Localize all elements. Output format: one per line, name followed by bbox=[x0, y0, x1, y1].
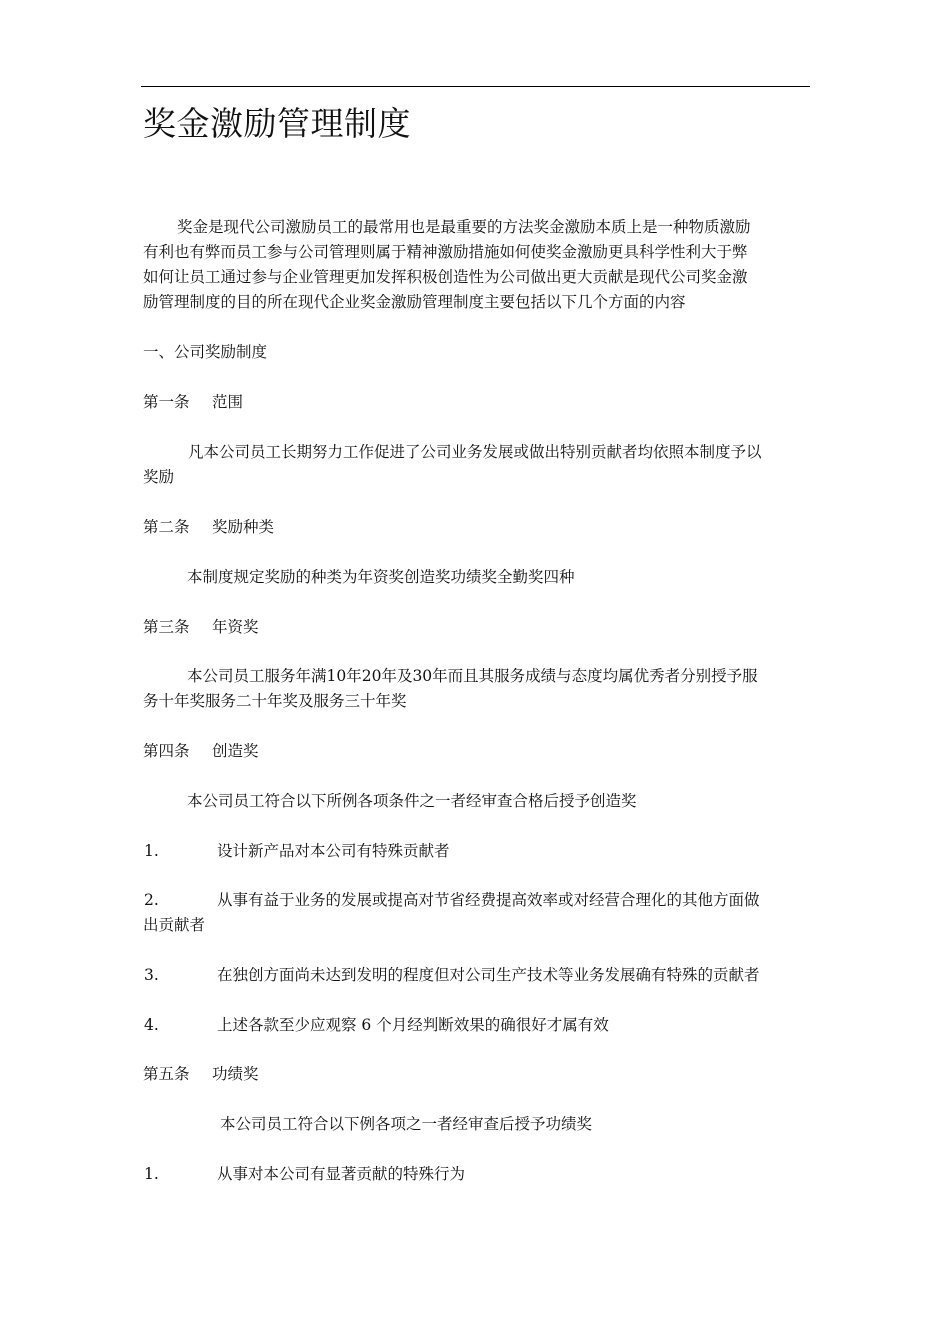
article-body bbox=[143, 664, 811, 714]
article-heading bbox=[143, 390, 243, 415]
article-title: 奖励种类 bbox=[212, 518, 275, 536]
article-body bbox=[143, 789, 811, 814]
article-heading bbox=[143, 515, 274, 540]
item-number: 3. bbox=[144, 966, 159, 984]
item-number: 1. bbox=[144, 1165, 159, 1183]
intro-line: 有利也有弊而员工参与公司管理则属于精神激励措施如何使奖金激励更具科学性利大于弊 bbox=[143, 243, 748, 261]
intro-line: 如何让员工通过参与企业管理更加发挥积极创造性为公司做出更大贡献是现代公司奖金激 bbox=[143, 268, 748, 286]
document-title: 奖金激励管理制度 bbox=[143, 104, 411, 143]
intro-line: 励管理制度的目的所在现代企业奖金激励管理制度主要包括以下几个方面的内容 bbox=[143, 293, 686, 311]
item-text: 上述各款至少应观察 6 个月经判断效果的确很好才属有效 bbox=[217, 1016, 609, 1034]
item-text: 在独创方面尚未达到发明的程度但对公司生产技术等业务发展确有特殊的贡献者 bbox=[217, 966, 760, 984]
body-line: 本公司员工符合以下所例各项条件之一者经审查合格后授予创造奖 bbox=[187, 792, 637, 810]
body-line: 务十年奖服务二十年奖及服务三十年奖 bbox=[143, 692, 407, 710]
body-line: 奖励 bbox=[143, 468, 175, 486]
section-heading: 一、公司奖励制度 bbox=[143, 343, 268, 361]
article-title: 范围 bbox=[212, 393, 244, 411]
article-heading bbox=[143, 615, 259, 640]
article-label: 第二条 bbox=[143, 518, 190, 536]
item-text: 从事有益于业务的发展或提高对节省经费提高效率或对经营合理化的其他方面做 bbox=[217, 891, 760, 909]
article-title: 创造奖 bbox=[212, 742, 259, 760]
article-title: 功绩奖 bbox=[212, 1065, 259, 1083]
article-body bbox=[143, 440, 811, 490]
article-title: 年资奖 bbox=[212, 618, 259, 636]
article-label: 第三条 bbox=[143, 618, 190, 636]
article-body bbox=[143, 1112, 811, 1137]
intro-paragraph bbox=[143, 215, 811, 315]
item-text: 从事对本公司有显著贡献的特殊行为 bbox=[217, 1165, 466, 1183]
body-line: 本公司员工服务年满10年20年及30年而且其服务成绩与态度均属优秀者分别授予服 bbox=[187, 667, 758, 685]
article-label: 第一条 bbox=[143, 393, 190, 411]
article-body bbox=[143, 565, 811, 590]
article-heading bbox=[143, 739, 259, 764]
item-text: 设计新产品对本公司有特殊贡献者 bbox=[217, 842, 450, 860]
body-line: 本公司员工符合以下例各项之一者经审查后授予功绩奖 bbox=[220, 1115, 593, 1133]
item-number: 2. bbox=[144, 891, 159, 909]
item-continuation: 出贡献者 bbox=[143, 916, 206, 934]
article-label: 第四条 bbox=[143, 742, 190, 760]
header-rule bbox=[141, 86, 810, 87]
item-number: 1. bbox=[144, 842, 159, 860]
article-heading bbox=[143, 1062, 259, 1087]
body-line: 本制度规定奖励的种类为年资奖创造奖功绩奖全勤奖四种 bbox=[187, 568, 575, 586]
body-line: 凡本公司员工长期努力工作促进了公司业务发展或做出特别贡献者均依照本制度予以 bbox=[188, 443, 762, 461]
intro-line: 奖金是现代公司激励员工的最常用也是最重要的方法奖金激励本质上是一种物质激励 bbox=[177, 218, 751, 236]
item-number: 4. bbox=[144, 1016, 159, 1034]
article-label: 第五条 bbox=[143, 1065, 190, 1083]
